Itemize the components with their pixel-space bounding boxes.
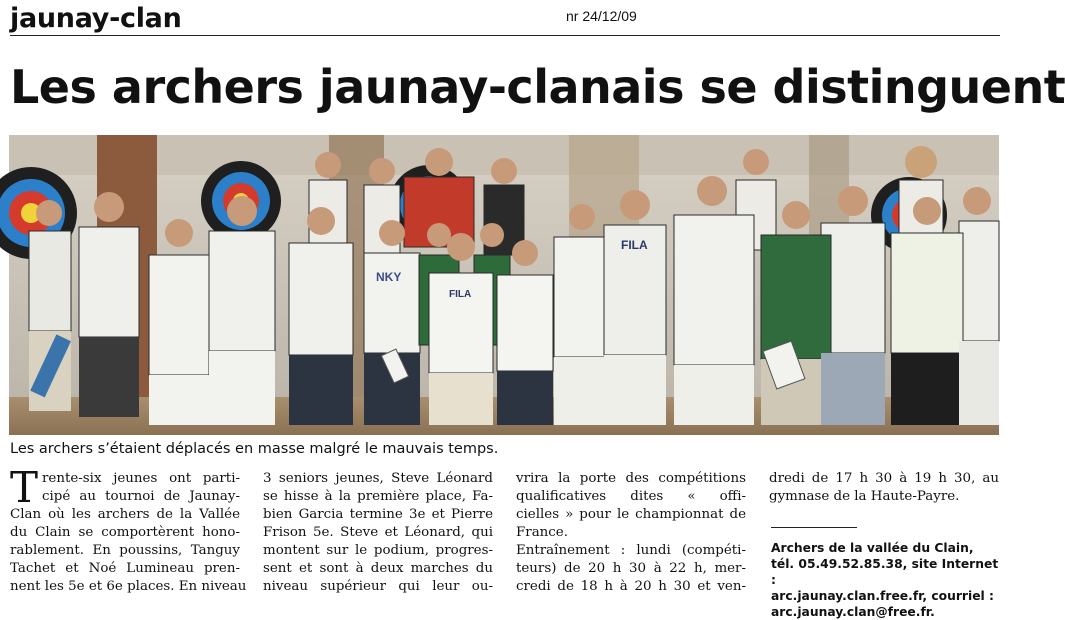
article-line: cielles » pour le championnat de [516, 507, 746, 522]
shirt-text: FILA [449, 289, 472, 300]
article-line: teurs) de 20 h 30 à 22 h, mer- [516, 561, 746, 576]
article-line: cipé au tournoi de Jaunay- [42, 489, 240, 504]
group-photo-illustration [9, 135, 999, 435]
signature-line: Archers de la vallée du Clain, [771, 541, 974, 555]
article-line: sent et sont à deux marches du [263, 561, 493, 576]
signature-line: arc.jaunay.clan@free.fr. [771, 605, 935, 619]
article-line: credi de 18 h à 20 h 30 et ven- [516, 579, 746, 594]
article-line: Clan où les archers de la Vallée [10, 507, 240, 522]
group-photo [9, 135, 999, 435]
signature-line: arc.jaunay.clan.free.fr, courriel : [771, 589, 994, 603]
headline: Les archers jaunay-clanais se distinguent [10, 60, 1065, 114]
header-rule [10, 35, 1000, 36]
article-line: Tachet et Noé Lumineau pren- [10, 561, 240, 576]
article-line: Entraînement : lundi (compéti- [516, 543, 746, 558]
article-line: niveau supérieur qui leur ou- [263, 579, 493, 594]
article-line: bien Garcia termine 3e et Pierre [263, 507, 493, 522]
shirt-text: NKY [376, 270, 402, 284]
photo-caption: Les archers s’étaient déplacés en masse malgré le mauvais temps. [10, 441, 499, 457]
article-column-4 [769, 470, 999, 506]
issue-date: nr 24/12/09 [566, 8, 637, 24]
article-line: rablement. En poussins, Tanguy [10, 543, 240, 558]
article-line: se hisse à la première place, Fa- [263, 489, 493, 504]
article-line: Frison 5e. Steve et Léonard, qui [263, 525, 493, 540]
drop-cap: T [10, 463, 39, 512]
article-column-3 [516, 470, 746, 596]
article-line: rente-six jeunes ont parti- [42, 471, 240, 486]
signature-line: tél. 05.49.52.85.38, site Internet : [771, 557, 999, 587]
article-line: vrira la porte des compétitions [516, 471, 746, 486]
article-column-2 [263, 470, 493, 596]
article-column-1 [10, 463, 247, 596]
article-line: gymnase de la Haute-Payre. [769, 489, 960, 504]
shirt-text: FILA [621, 238, 648, 252]
article-line: dredi de 17 h 30 à 19 h 30, au [769, 471, 999, 486]
signature-block [771, 540, 1001, 620]
article-line: France. [516, 525, 568, 540]
article-line: qualificatives dites « offi- [516, 489, 746, 504]
article-line: nent les 5e et 6e places. En niveau [10, 579, 247, 594]
section-title: jaunay-clan [10, 3, 182, 34]
article-line: du Clain se comportèrent hono- [10, 525, 240, 540]
signature-rule [771, 527, 857, 528]
article-line: montent sur le podium, progres- [263, 543, 493, 558]
article-line: 3 seniors jeunes, Steve Léonard [263, 471, 493, 486]
